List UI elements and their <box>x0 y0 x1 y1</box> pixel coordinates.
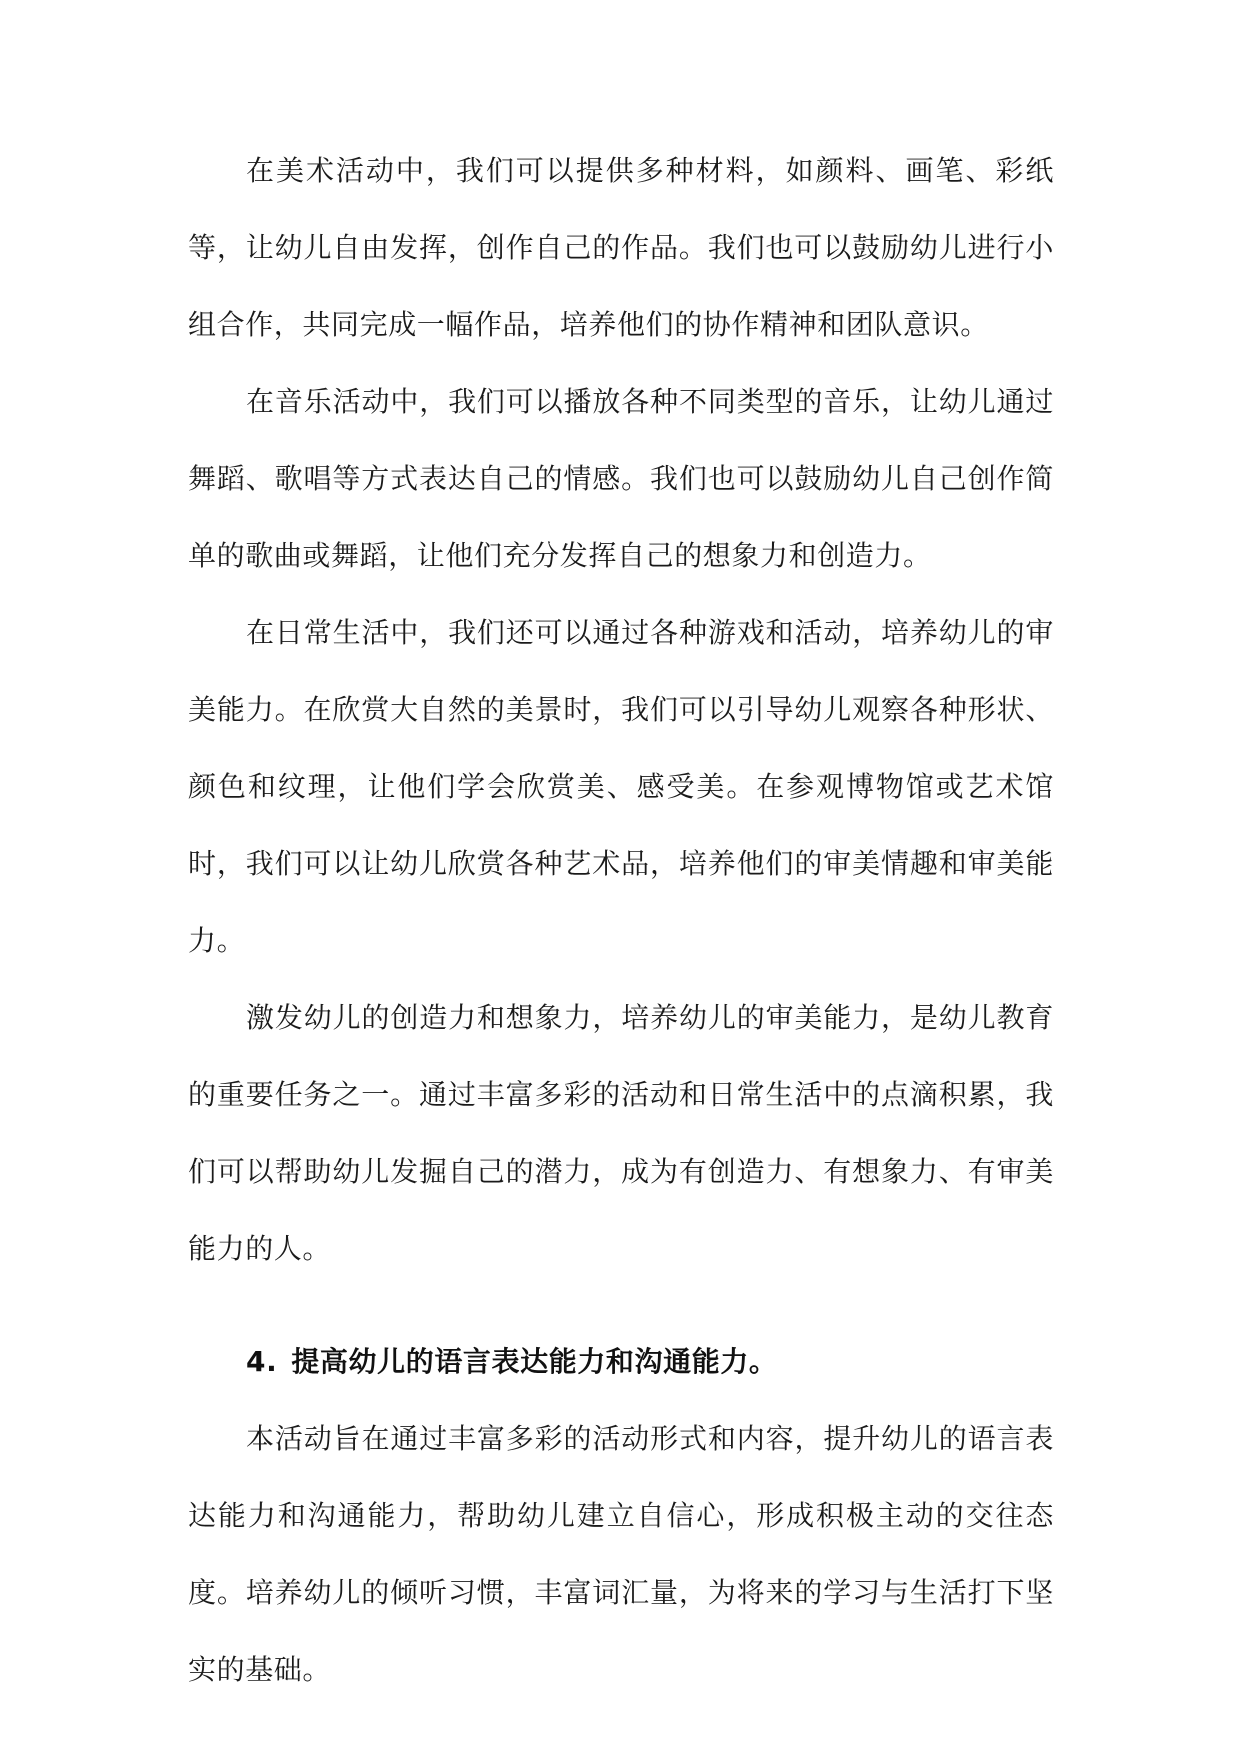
section-heading <box>188 1323 1054 1400</box>
document-body <box>188 132 1054 1708</box>
paragraph-language-goal: 本活动旨在通过丰富多彩的活动形式和内容，提升幼儿的语言表达能力和沟通能力，帮助幼儿建立自信心，形成积极主动的交往态度。培养幼儿的倾听习惯，丰富词汇量，为将来的学习与生活打下坚实的基础。 <box>188 1422 1054 1686</box>
section-number: 4. <box>246 1345 278 1378</box>
section-title: 提高幼儿的语言表达能力和沟通能力。 <box>291 1345 778 1378</box>
paragraph-art-activities: 在美术活动中，我们可以提供多种材料，如颜料、画笔、彩纸等，让幼儿自由发挥，创作自己的作品。我们也可以鼓励幼儿进行小组合作，共同完成一幅作品，培养他们的协作精神和团队意识。 <box>188 154 1054 341</box>
paragraph-conclusion: 激发幼儿的创造力和想象力，培养幼儿的审美能力，是幼儿教育的重要任务之一。通过丰富多彩的活动和日常生活中的点滴积累，我们可以帮助幼儿发掘自己的潜力，成为有创造力、有想象力、有审美能力的人。 <box>188 1001 1054 1265</box>
paragraph-daily-life: 在日常生活中，我们还可以通过各种游戏和活动，培养幼儿的审美能力。在欣赏大自然的美景时，我们可以引导幼儿观察各种形状、颜色和纹理，让他们学会欣赏美、感受美。在参观博物馆或艺术馆时，我们可以让幼儿欣赏各种艺术品，培养他们的审美情趣和审美能力。 <box>188 616 1054 957</box>
paragraph-music-activities: 在音乐活动中，我们可以播放各种不同类型的音乐，让幼儿通过舞蹈、歌唱等方式表达自己的情感。我们也可以鼓励幼儿自己创作简单的歌曲或舞蹈，让他们充分发挥自己的想象力和创造力。 <box>188 385 1054 572</box>
